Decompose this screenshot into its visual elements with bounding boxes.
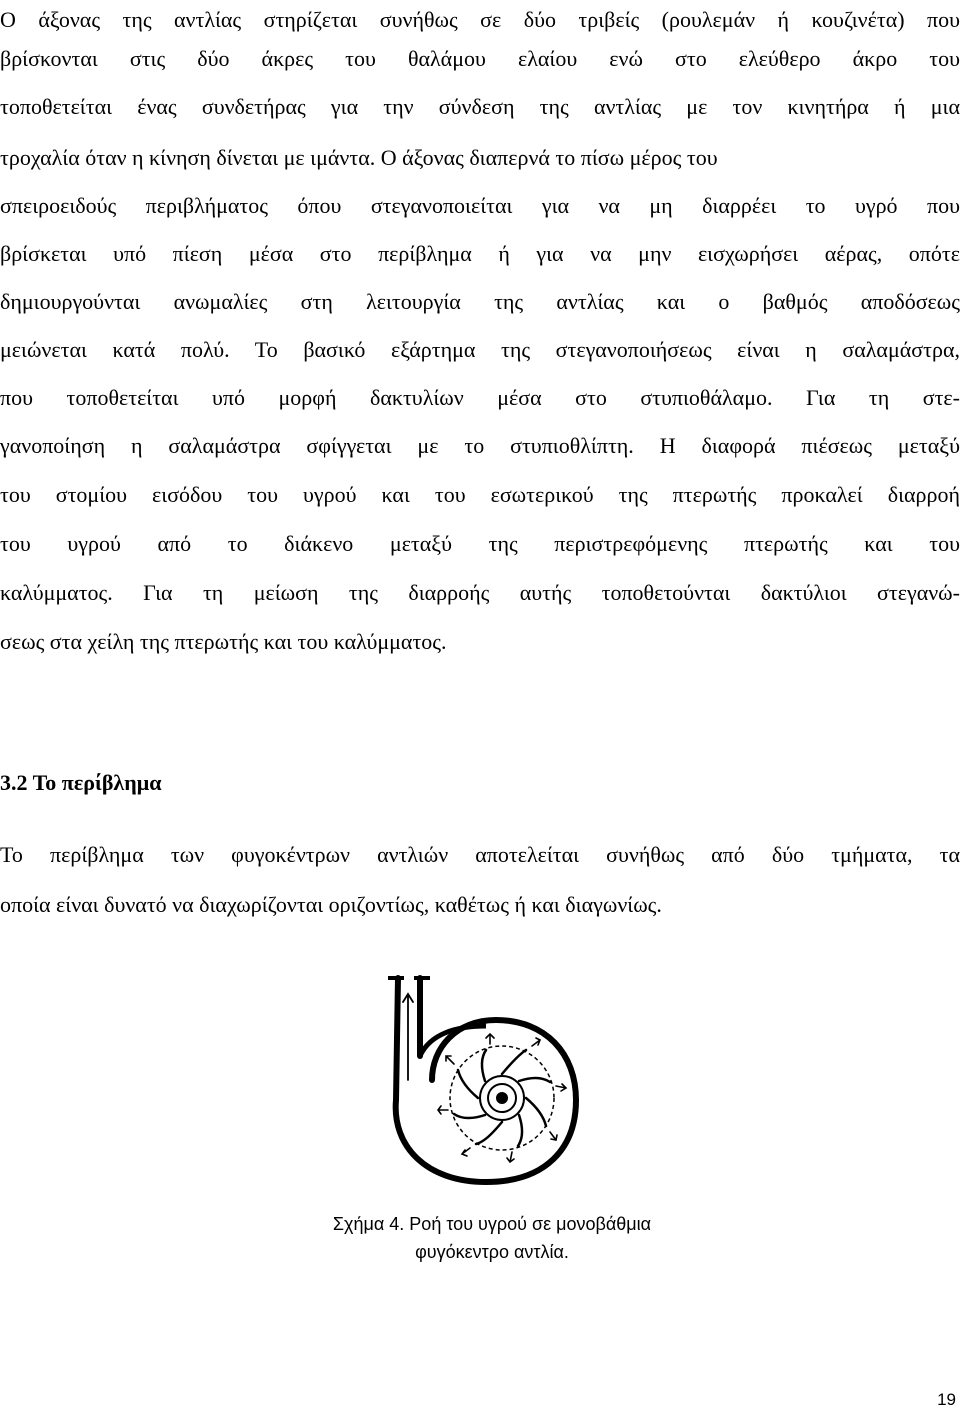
section-heading: 3.2 Το περίβλημα (0, 770, 162, 795)
text-line: βρίσκεται υπό πίεση μέσα στο περίβλημα ή για να μην εισχωρήσει αέρας, οπότε (0, 241, 960, 266)
pump-diagram-svg (386, 970, 586, 1200)
text-line: Το περίβλημα των φυγοκέντρων αντλιών αποτελείται συνήθως από δύο τμήματα, τα (0, 842, 960, 867)
text-line: καλύμματος. Για τη μείωση της διαρροής αυτής τοποθετούνται δακτύλιοι στεγανώ- (0, 580, 960, 605)
text-line: σπειροειδούς περιβλήματος όπου στεγανοποιείται για να μη διαρρέει το υγρό που (0, 193, 960, 218)
text-line: τροχαλία όταν η κίνηση δίνεται με ιμάντα. Ο άξονας διαπερνά το πίσω μέρος του (0, 145, 718, 170)
text-line: που τοποθετείται υπό μορφή δακτυλίων μέσα στο στυπιοθάλαμο. Για τη στε- (0, 385, 960, 410)
text-line: τοποθετείται ένας συνδετήρας για την σύνδεση της αντλίας με τον κινητήρα ή μια (0, 94, 960, 119)
page-number: 19 (937, 1390, 956, 1409)
pump-diagram (386, 970, 586, 1200)
figure-caption-line: Σχήμα 4. Ροή του υγρού σε μονοβάθμια (332, 1214, 652, 1234)
text-line: σεως στα χείλη της πτερωτής και του καλύμματος. (0, 629, 447, 654)
text-line: Ο άξονας της αντλίας στηρίζεται συνήθως σε δύο τριβείς (ρουλεμάν ή κουζινέτα) που (0, 7, 960, 32)
text-line: δημιουργούνται ανωμαλίες στη λειτουργία της αντλίας και ο βαθμός αποδόσεως (0, 289, 960, 314)
text-line: γανοποίηση η σαλαμάστρα σφίγγεται με το στυπιοθλίπτη. Η διαφορά πιέσεως μεταξύ (0, 433, 960, 458)
figure-caption-line: φυγόκεντρο αντλία. (415, 1242, 569, 1262)
text-line: μειώνεται κατά πολύ. Το βασικό εξάρτημα της στεγανοποιήσεως είναι η σαλαμάστρα, (0, 337, 960, 362)
text-line: του υγρού από το διάκενο μεταξύ της περιστρεφόμενης πτερωτής και του (0, 531, 960, 556)
text-line: οποία είναι δυνατό να διαχωρίζονται οριζοντίως, καθέτως ή και διαγωνίως. (0, 892, 662, 917)
text-line: βρίσκονται στις δύο άκρες του θαλάμου ελαίου ενώ στο ελεύθερο άκρο του (0, 46, 960, 71)
text-line: του στομίου εισόδου του υγρού και του εσωτερικού της πτερωτής προκαλεί διαρροή (0, 482, 960, 507)
